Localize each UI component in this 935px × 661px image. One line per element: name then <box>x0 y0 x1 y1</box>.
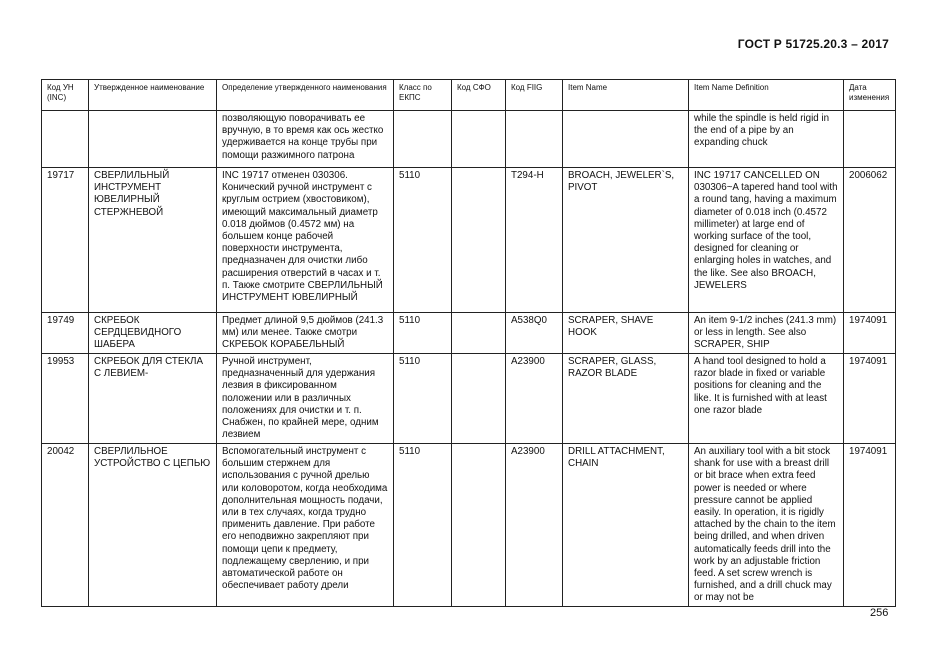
table-row <box>42 354 896 444</box>
cell-class: 5110 <box>394 354 452 444</box>
cell-item-name: DRILL ATTACHMENT, CHAIN <box>563 444 689 607</box>
column-header-item-definition: Item Name Definition <box>689 80 844 111</box>
cell-sfo <box>452 354 506 444</box>
cell-inc: 19953 <box>42 354 89 444</box>
cell-definition: Вспомогательный инструмент с большим стержнем для использования с ручной дрелью или коловоротом, когда необходима дополнительная мощность подачи, или в тех случаях, когда трудно применить давление. При работе его неподвижно закрепляют при помощи цепи к предмету, подлежащему сверлению, и при автоматической работе он обеспечивает работу дрели <box>217 444 394 607</box>
table-row <box>42 444 896 607</box>
cell-class: 5110 <box>394 444 452 607</box>
cell-date <box>844 111 896 168</box>
column-header-sfo: Код СФО <box>452 80 506 111</box>
cell-item-definition: An auxiliary tool with a bit stock shank for use with a breast drill or bit brace when extra feed power is needed or where pressure cannot be applied easily. In operation, it is rigidly attached by the chain to the item being drilled, and when driven automatically feeds drill into the work by an adjustable friction feed. A set screw wrench is furnished, and a drill chuck may or may not be <box>689 444 844 607</box>
cell-item-name <box>563 111 689 168</box>
column-header-item-name: Item Name <box>563 80 689 111</box>
cell-sfo <box>452 111 506 168</box>
document-header: ГОСТ Р 51725.20.3 – 2017 <box>737 37 889 51</box>
table-header-row <box>42 80 896 111</box>
cell-inc: 19717 <box>42 168 89 313</box>
cell-fiig: A538Q0 <box>506 313 563 354</box>
cell-inc: 20042 <box>42 444 89 607</box>
specification-table <box>41 79 896 607</box>
column-header-approved-name: Утвержденное наименование <box>89 80 217 111</box>
cell-fiig <box>506 111 563 168</box>
cell-sfo <box>452 444 506 607</box>
cell-definition: Предмет длиной 9,5 дюймов (241.3 мм) или менее. Также смотри СКРЕБОК КОРАБЕЛЬНЫЙ <box>217 313 394 354</box>
cell-approved-name: СКРЕБОК ДЛЯ СТЕКЛА С ЛЕВИЕМ- <box>89 354 217 444</box>
column-header-inc: Код УН (INC) <box>42 80 89 111</box>
cell-item-definition: A hand tool designed to hold a razor blade in fixed or variable positions for cleaning and the like. It is furnished with at least one razor blade <box>689 354 844 444</box>
cell-item-name: BROACH, JEWELER`S, PIVOT <box>563 168 689 313</box>
cell-approved-name <box>89 111 217 168</box>
cell-class: 5110 <box>394 168 452 313</box>
cell-sfo <box>452 168 506 313</box>
table-row <box>42 313 896 354</box>
page-number: 256 <box>870 607 889 619</box>
cell-item-name: SCRAPER, SHAVE HOOK <box>563 313 689 354</box>
cell-date: 1974091 <box>844 313 896 354</box>
cell-item-definition: INC 19717 CANCELLED ON 030306~A tapered hand tool with a round tang, having a maximum diameter of 0.018 inch (0.4572 millimeter) at large end of working surface of the tool, designed for cleaning or enlarging holes in watches, and the like. See also BROACH, JEWELERS <box>689 168 844 313</box>
cell-fiig: A23900 <box>506 354 563 444</box>
cell-date: 1974091 <box>844 444 896 607</box>
cell-sfo <box>452 313 506 354</box>
cell-class <box>394 111 452 168</box>
cell-definition: позволяющую поворачивать ее вручную, в то время как ось жестко удерживается на конце трубы при помощи разжимного патрона <box>217 111 394 168</box>
cell-fiig: A23900 <box>506 444 563 607</box>
cell-item-name: SCRAPER, GLASS, RAZOR BLADE <box>563 354 689 444</box>
column-header-date: Дата изменения <box>844 80 896 111</box>
cell-inc <box>42 111 89 168</box>
cell-approved-name: СВЕРЛИЛЬНЫЙ ИНСТРУМЕНТ ЮВЕЛИРНЫЙ СТЕРЖНЕВОЙ <box>89 168 217 313</box>
cell-class: 5110 <box>394 313 452 354</box>
cell-definition: Ручной инструмент, предназначенный для удержания лезвия в фиксированном положении или в различных положениях для очистки и т. п. Снабжен, по крайней мере, одним лезвием <box>217 354 394 444</box>
cell-fiig: T294-H <box>506 168 563 313</box>
cell-approved-name: СКРЕБОК СЕРДЦЕВИДНОГО ШАБЕРА <box>89 313 217 354</box>
cell-date: 1974091 <box>844 354 896 444</box>
cell-date: 2006062 <box>844 168 896 313</box>
column-header-definition: Определение утвержденного наименования <box>217 80 394 111</box>
cell-inc: 19749 <box>42 313 89 354</box>
cell-definition: INC 19717 отменен 030306. Конический ручной инструмент с круглым острием (хвостовиком), имеющий максимальный диаметр 0.018 дюймов (0.4572 мм) на большем конце рабочей поверхности инструмента, предназначен для очистки либо расширения отверстий в часах и т. п. Также смотрите СВЕРЛИЛЬНЫЙ ИНСТРУМЕНТ ЮВЕЛИРНЫЙ <box>217 168 394 313</box>
column-header-class: Класс по ЕКПС <box>394 80 452 111</box>
cell-item-definition: while the spindle is held rigid in the end of a pipe by an expanding chuck <box>689 111 844 168</box>
table-row <box>42 111 896 168</box>
cell-item-definition: An item 9-1/2 inches (241.3 mm) or less in length. See also SCRAPER, SHIP <box>689 313 844 354</box>
cell-approved-name: СВЕРЛИЛЬНОЕ УСТРОЙСТВО С ЦЕПЬЮ <box>89 444 217 607</box>
table-row <box>42 168 896 313</box>
column-header-fiig: Код FIIG <box>506 80 563 111</box>
